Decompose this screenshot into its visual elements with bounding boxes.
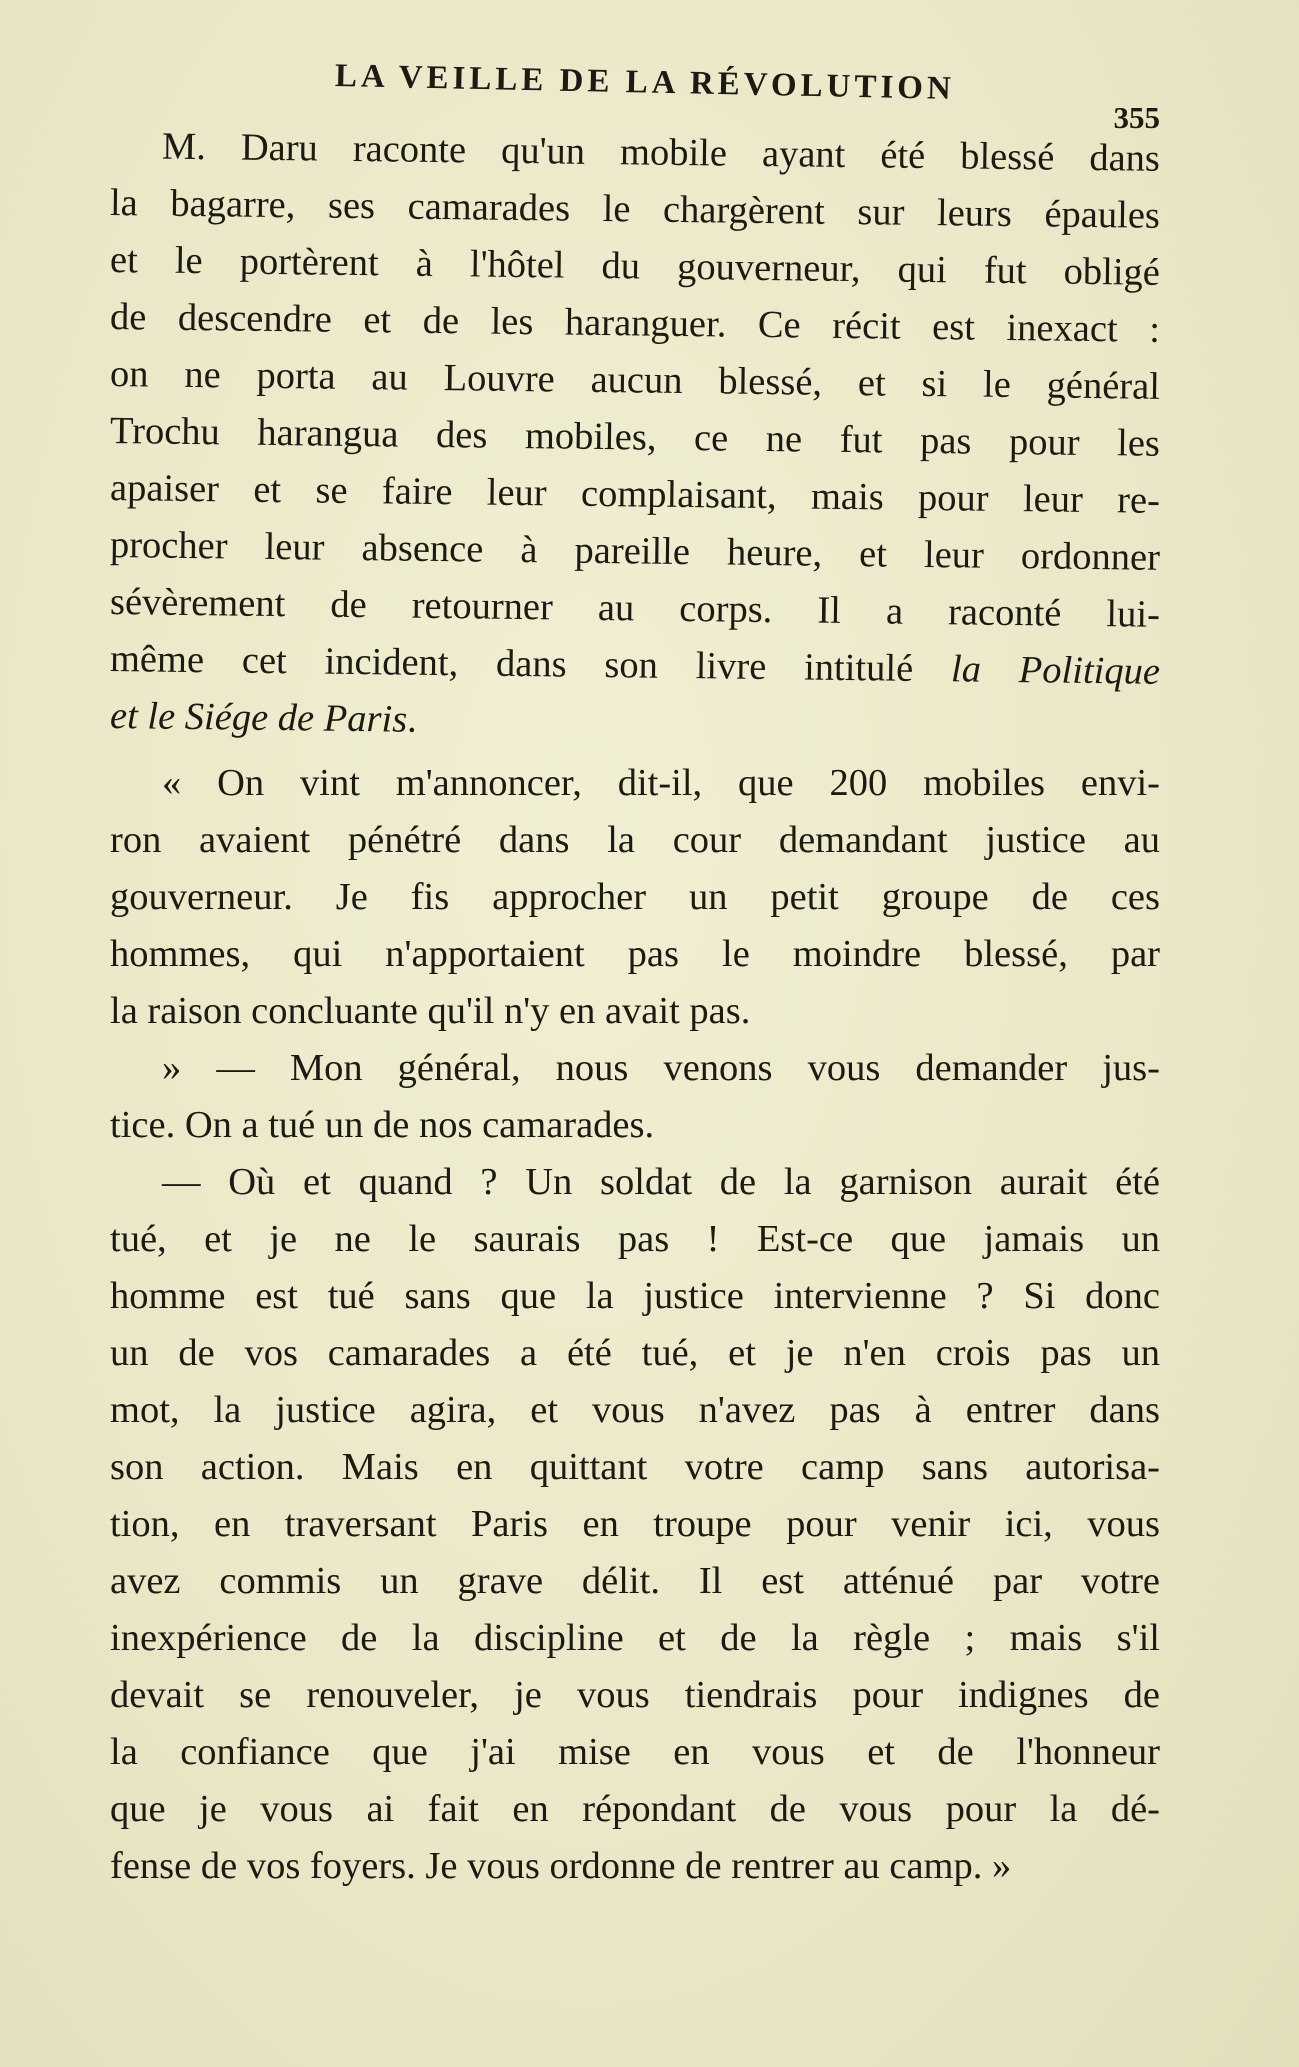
text-line: devait se renouveler, je vous tiendrais pour indignes de — [110, 1674, 1160, 1716]
text-line: « On vint m'annoncer, dit-il, que 200 mobiles envi- — [162, 762, 1160, 804]
text-line: tué, et je ne le saurais pas ! Est-ce que jamais un — [110, 1218, 1160, 1260]
text-line: que je vous ai fait en répondant de vous pour la dé- — [110, 1788, 1160, 1830]
text-line: son action. Mais en quittant votre camp sans autorisa- — [110, 1446, 1160, 1488]
text-line: la confiance que j'ai mise en vous et de l'honneur — [110, 1731, 1160, 1773]
text-line: un de vos camarades a été tué, et je n'en crois pas un — [110, 1332, 1160, 1374]
text-line: la bagarre, ses camarades le chargèrent sur leurs épaules — [109, 182, 1161, 237]
paragraph-daru — [110, 118, 1160, 745]
period: . — [406, 698, 418, 741]
running-head — [110, 58, 1160, 135]
text-line: M. Daru raconte qu'un mobile ayant été blessé dans — [161, 125, 1161, 180]
text-line: » — Mon général, nous venons vous demander jus- — [162, 1047, 1160, 1089]
page-number: 355 — [1113, 100, 1160, 135]
running-title: LA VEILLE DE LA RÉVOLUTION — [334, 58, 956, 107]
text-line: on ne porta au Louvre aucun blessé, et si le général — [109, 353, 1161, 408]
text-line: mot, la justice agira, et vous n'avez pas à entrer dans — [110, 1389, 1160, 1431]
book-title-part-1: la Politique — [950, 648, 1161, 693]
text-line: gouverneur. Je fis approcher un petit groupe de ces — [110, 876, 1160, 918]
text-line: tice. On a tué un de nos camarades. — [110, 1104, 655, 1146]
text-line: fense de vos foyers. Je vous ordonne de rentrer au camp. » — [110, 1845, 1012, 1887]
book-title-part-2: et le Siége de Paris — [109, 695, 408, 741]
text-line: — Où et quand ? Un soldat de la garnison aurait été — [162, 1161, 1160, 1203]
text-line: la raison concluante qu'il n'y en avait pas. — [110, 990, 751, 1032]
text-line: procher leur absence à pareille heure, et leur ordonner — [109, 524, 1161, 579]
body-text — [110, 118, 1160, 1895]
text-line: Trochu harangua des mobiles, ce ne fut pas pour les — [109, 410, 1161, 465]
text-line: apaiser et se faire leur complaisant, mais pour leur re- — [109, 467, 1161, 522]
paragraph-quote-start — [110, 755, 1160, 1040]
text-fragment: même cet incident, dans son livre intitulé — [109, 638, 914, 690]
text-line: tion, en traversant Paris en troupe pour venir ici, vous — [110, 1503, 1160, 1545]
text-line: homme est tué sans que la justice intervienne ? Si donc — [110, 1275, 1160, 1317]
text-line: hommes, qui n'apportaient pas le moindre blessé, par — [110, 933, 1160, 975]
text-line: ron avaient pénétré dans la cour demandant justice au — [110, 819, 1160, 861]
text-line: inexpérience de la discipline et de la règle ; mais s'il — [110, 1617, 1160, 1659]
text-line: et le portèrent à l'hôtel du gouverneur, qui fut obligé — [109, 239, 1161, 294]
text-line: sévèrement de retourner au corps. Il a raconté lui- — [109, 581, 1161, 636]
paragraph-governor-reply — [110, 1154, 1160, 1895]
paragraph-mobiles-speech — [110, 1040, 1160, 1154]
text-line: de descendre et de les haranguer. Ce récit est inexact : — [109, 296, 1161, 351]
text-line: avez commis un grave délit. Il est atténué par votre — [110, 1560, 1160, 1602]
